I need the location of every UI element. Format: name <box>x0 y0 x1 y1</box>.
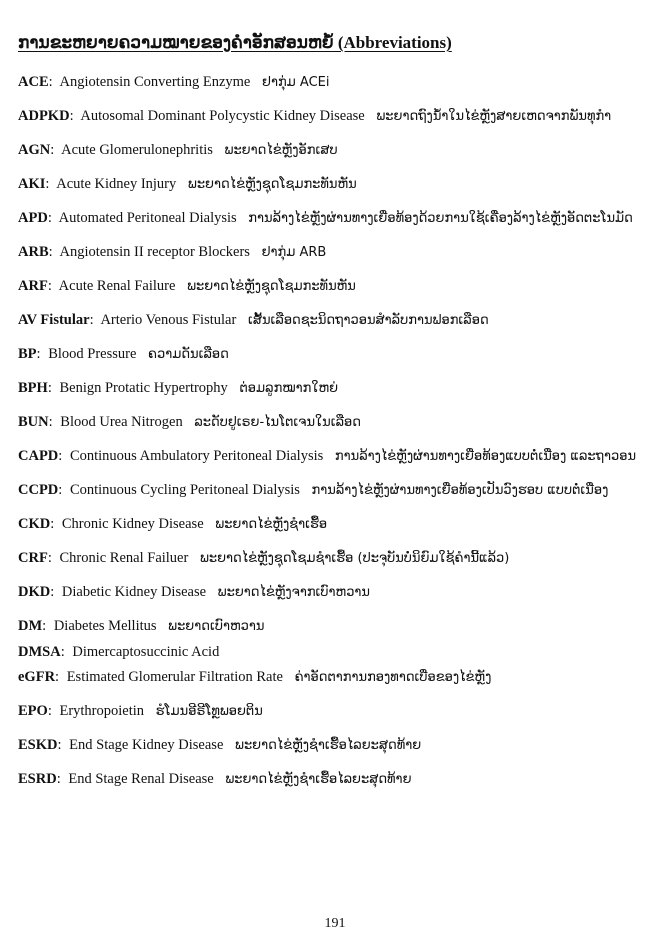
entry-english-term: Acute Kidney Injury <box>56 176 177 192</box>
entry-lao-term: ການລ້າງໄຂ່ຫຼັງຜ່ານທາງເຍື່ອທ້ອງດ້ວຍການໃຊ້ເຄື່ອງລ້າງໄຂ່ຫຼັງອັດຕະໂນມັດ <box>248 211 633 226</box>
entry-abbreviation: AGN <box>18 142 51 158</box>
entry-lao-term: ຢາກຸ່ມ ARB <box>261 245 327 260</box>
entry-english-term: Arterio Venous Fistular <box>100 312 237 328</box>
entry-lao-term: ເສັ້ນເລືອດຊະນິດຖາວອນສຳລັບການຟອກເລືອດ <box>247 313 489 328</box>
abbreviation-entry <box>18 640 654 664</box>
abbreviation-entry <box>18 376 654 401</box>
entry-abbreviation: APD <box>18 210 48 226</box>
entry-abbreviation: AKI <box>18 176 46 192</box>
entry-abbreviation: BPH <box>18 380 48 396</box>
entry-english-term: Chronic Renal Failuer <box>59 550 189 566</box>
entry-abbreviation: CAPD <box>18 448 59 464</box>
entry-separator: : <box>47 210 52 226</box>
abbreviation-entry <box>18 240 654 265</box>
entry-abbreviation: CCPD <box>18 482 59 498</box>
abbreviation-entry <box>18 410 654 435</box>
abbreviation-entry <box>18 104 654 129</box>
abbreviation-entry <box>18 478 654 503</box>
entry-abbreviation: DM <box>18 618 43 634</box>
entry-english-term: Benign Protatic Hypertrophy <box>59 380 228 396</box>
entry-abbreviation: BP <box>18 346 37 362</box>
entry-separator: : <box>89 312 94 328</box>
entry-abbreviation: CKD <box>18 516 51 532</box>
entry-abbreviation: EPO <box>18 703 48 719</box>
abbreviation-entry <box>18 512 654 537</box>
entry-english-term: Continuous Ambulatory Peritoneal Dialysis <box>69 448 324 464</box>
entry-english-term: Blood Pressure <box>48 346 137 362</box>
entry-lao-term: ຄ່າອັດຕາການກອງທາດເບື່ອຂອງໄຂ່ຫຼັງ <box>294 670 492 685</box>
entry-english-term: Continuous Cycling Peritoneal Dialysis <box>69 482 300 498</box>
entry-lao-term: ພະຍາດໄຂ່ຫຼັງຊຸດໂຊມກະທັນຫັນ <box>187 177 357 192</box>
entry-abbreviation: DMSA <box>18 644 61 660</box>
entry-english-term: Diabetic Kidney Disease <box>61 584 207 600</box>
entry-abbreviation: ACE <box>18 74 49 90</box>
entry-abbreviation: ARB <box>18 244 49 260</box>
entry-english-term: End Stage Renal Disease <box>68 771 214 787</box>
entry-separator: : <box>50 584 55 600</box>
abbreviation-entry <box>18 138 654 163</box>
entry-separator: : <box>47 380 52 396</box>
page-number: 191 <box>324 916 346 931</box>
entry-abbreviation: ESRD <box>18 771 57 787</box>
abbreviation-entry <box>18 580 654 605</box>
abbreviation-entry <box>18 342 654 367</box>
entry-lao-term: ຄວາມດັນເລືອດ <box>148 347 229 362</box>
page-heading: ການຂະຫຍາຍຄວາມໝາຍຂອງຄຳອັກສອນຫຍໍ້ (Abbreviations) <box>18 33 452 52</box>
abbreviation-entry <box>18 614 654 639</box>
entry-lao-term: ພະຍາດໄຂ່ຫຼັງຈາກເບົາຫວານ <box>217 585 370 600</box>
abbreviation-entry <box>18 70 654 95</box>
abbreviation-entry <box>18 172 654 197</box>
entry-separator: : <box>60 644 65 660</box>
entry-lao-term: ຕ່ອມລູກໝາກໃຫຍ່ <box>239 381 339 396</box>
entry-english-term: Acute Glomerulonephritis <box>61 142 213 158</box>
abbreviation-entry <box>18 665 654 690</box>
entry-lao-term: ຮໍໂມນອີຣີໂທຼພອຍຕິນ <box>155 704 263 719</box>
entry-english-term: Estimated Glomerular Filtration Rate <box>66 669 283 685</box>
entry-abbreviation: ARF <box>18 278 48 294</box>
entry-separator: : <box>56 771 61 787</box>
entry-english-term: Erythropoietin <box>59 703 145 719</box>
abbreviation-entry <box>18 206 654 231</box>
entry-separator: : <box>47 550 52 566</box>
entry-english-term: Angiotensin Converting Enzyme <box>59 74 251 90</box>
abbreviation-entry <box>18 546 654 571</box>
entry-english-term: Dimercaptosuccinic Acid <box>72 644 220 660</box>
entry-separator: : <box>58 448 63 464</box>
abbreviation-entry <box>18 733 654 758</box>
entry-separator: : <box>47 278 52 294</box>
entry-lao-term: ການລ້າງໄຂ່ຫຼັງຜ່ານທາງເຍື່ອທ້ອງເປັນວົງຮອບ ແບບຕໍ່ເນື່ອງ <box>311 483 609 498</box>
entry-separator: : <box>57 737 62 753</box>
entry-english-term: Chronic Kidney Disease <box>61 516 204 532</box>
entry-lao-term: ພະຍາດໄຂ່ຫຼັງຊຳເຮື້ອໄລຍະສຸດທ້າຍ <box>235 738 422 753</box>
entry-abbreviation: ESKD <box>18 737 58 753</box>
entry-abbreviation: ADPKD <box>18 108 70 124</box>
abbreviation-entry <box>18 274 654 299</box>
entry-abbreviation: AV Fistular <box>18 312 90 328</box>
entry-separator: : <box>48 244 53 260</box>
entry-lao-term: ພະຍາດໄຂ່ຫຼັງອັກເສບ <box>224 143 338 158</box>
entry-abbreviation: DKD <box>18 584 51 600</box>
abbreviation-entry <box>18 767 654 792</box>
abbreviation-entry <box>18 308 654 333</box>
entry-separator: : <box>36 346 41 362</box>
entry-abbreviation: BUN <box>18 414 49 430</box>
entry-lao-term: ພະຍາດເບົາຫວານ <box>168 619 265 634</box>
entry-lao-term: ການລ້າງໄຂ່ຫຼັງຜ່ານທາງເຍື່ອທ້ອງແບບຕໍ່ເນື່ອງ ແລະຖາວອນ <box>334 449 637 464</box>
entry-abbreviation: CRF <box>18 550 48 566</box>
entry-separator: : <box>48 414 53 430</box>
entry-english-term: Blood Urea Nitrogen <box>60 414 183 430</box>
entry-lao-term: ພະຍາດໄຂ່ຫຼັງຊຳເຮື້ອ <box>215 517 328 532</box>
entry-lao-term: ຢາກຸ່ມ ACEi <box>262 75 330 90</box>
entry-lao-term: ພະຍາດໄຂ່ຫຼັງຊຳເຮື້ອໄລຍະສຸດທ້າຍ <box>225 772 412 787</box>
entry-abbreviation: eGFR <box>18 669 56 685</box>
entry-separator: : <box>47 703 52 719</box>
entry-separator: : <box>45 176 50 192</box>
entry-english-term: Automated Peritoneal Dialysis <box>58 210 237 226</box>
entry-separator: : <box>58 482 63 498</box>
abbreviation-list <box>18 70 654 801</box>
entry-english-term: Autosomal Dominant Polycystic Kidney Disease <box>80 108 365 124</box>
entry-english-term: End Stage Kidney Disease <box>69 737 224 753</box>
entry-english-term: Acute Renal Failure <box>58 278 176 294</box>
entry-english-term: Diabetes Mellitus <box>53 618 157 634</box>
entry-separator: : <box>69 108 74 124</box>
entry-lao-term: ລະດັບຢູເຣຍ-ໄນໂຕເຈນໃນເລືອດ <box>194 415 361 430</box>
entry-lao-term: ພະຍາດໄຂ່ຫຼັງຊຸດໂຊມກະທັນຫັນ <box>187 279 356 294</box>
entry-lao-term: ພະຍາດໄຂ່ຫຼັງຊຸດໂຊມຊຳເຮື້ອ (ປະຈຸບັນບໍ່ນິຍົມໃຊ້ຄຳນີ້ແລ້ວ) <box>199 551 510 566</box>
entry-english-term: Angiotensin II receptor Blockers <box>59 244 250 260</box>
abbreviation-entry <box>18 444 654 469</box>
entry-lao-term: ພະຍາດຖົງນ້ຳໃນໄຂ່ຫຼັງສາຍເຫດຈາກພັນທຸກຳ <box>376 109 612 124</box>
entry-separator: : <box>50 142 55 158</box>
entry-separator: : <box>50 516 55 532</box>
abbreviation-entry <box>18 699 654 724</box>
entry-separator: : <box>55 669 60 685</box>
entry-separator: : <box>48 74 53 90</box>
entry-separator: : <box>42 618 47 634</box>
